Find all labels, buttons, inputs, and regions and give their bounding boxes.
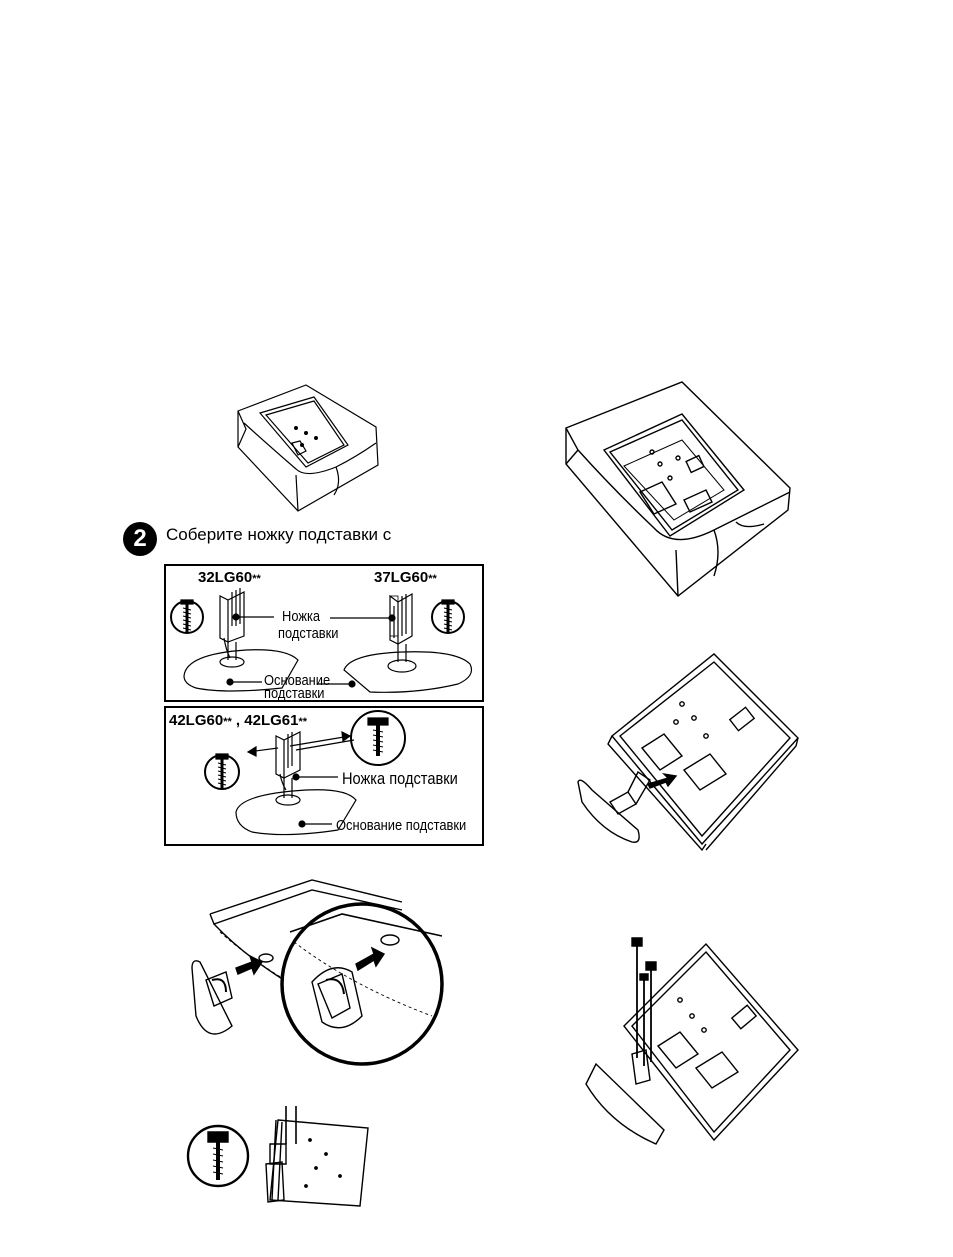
tv-in-packaging-small-illustration	[236, 383, 386, 515]
arrow-icon	[236, 956, 262, 974]
label-stand-leg-line1: Ножка	[282, 608, 321, 625]
label-stand-base-line2: подставки	[264, 685, 325, 702]
tv-in-packaging-large-illustration	[564, 380, 794, 600]
fasten-screws-to-tv-illustration	[580, 934, 804, 1146]
model-label-left: 32LG60**	[198, 569, 261, 586]
step-instruction-text: Соберите ножку подставки с	[166, 525, 392, 544]
screw-icon	[432, 600, 464, 633]
stand-assembly-box-42	[164, 706, 484, 846]
label-stand-base: Основание подставки	[336, 817, 467, 834]
model-label-right: 37LG60**	[374, 569, 437, 586]
label-stand-leg: Ножка подставки	[342, 769, 458, 788]
screw-icon	[632, 938, 656, 1066]
model-label-42: 42LG60** , 42LG61**	[169, 712, 308, 729]
screw-side-view-illustration	[186, 1104, 386, 1210]
step-number: 2	[133, 525, 147, 552]
stand-leg-32-drawing	[220, 588, 244, 658]
screw-icon	[351, 711, 405, 765]
screw-icon	[188, 1126, 248, 1186]
stand-assembly-box-32-37	[164, 564, 484, 702]
step-number-badge	[123, 522, 157, 556]
label-stand-base-line1: Основание	[264, 672, 331, 689]
stand-base-37-drawing	[344, 644, 472, 692]
stand-leg-42-drawing	[276, 732, 300, 790]
insert-stand-zoom-illustration	[192, 876, 442, 1061]
label-stand-leg-line2: подставки	[278, 625, 339, 642]
screw-icon	[171, 600, 203, 633]
screw-icon	[205, 754, 239, 789]
arrow-icon	[248, 732, 354, 756]
attach-stand-to-tv-illustration	[572, 652, 800, 850]
